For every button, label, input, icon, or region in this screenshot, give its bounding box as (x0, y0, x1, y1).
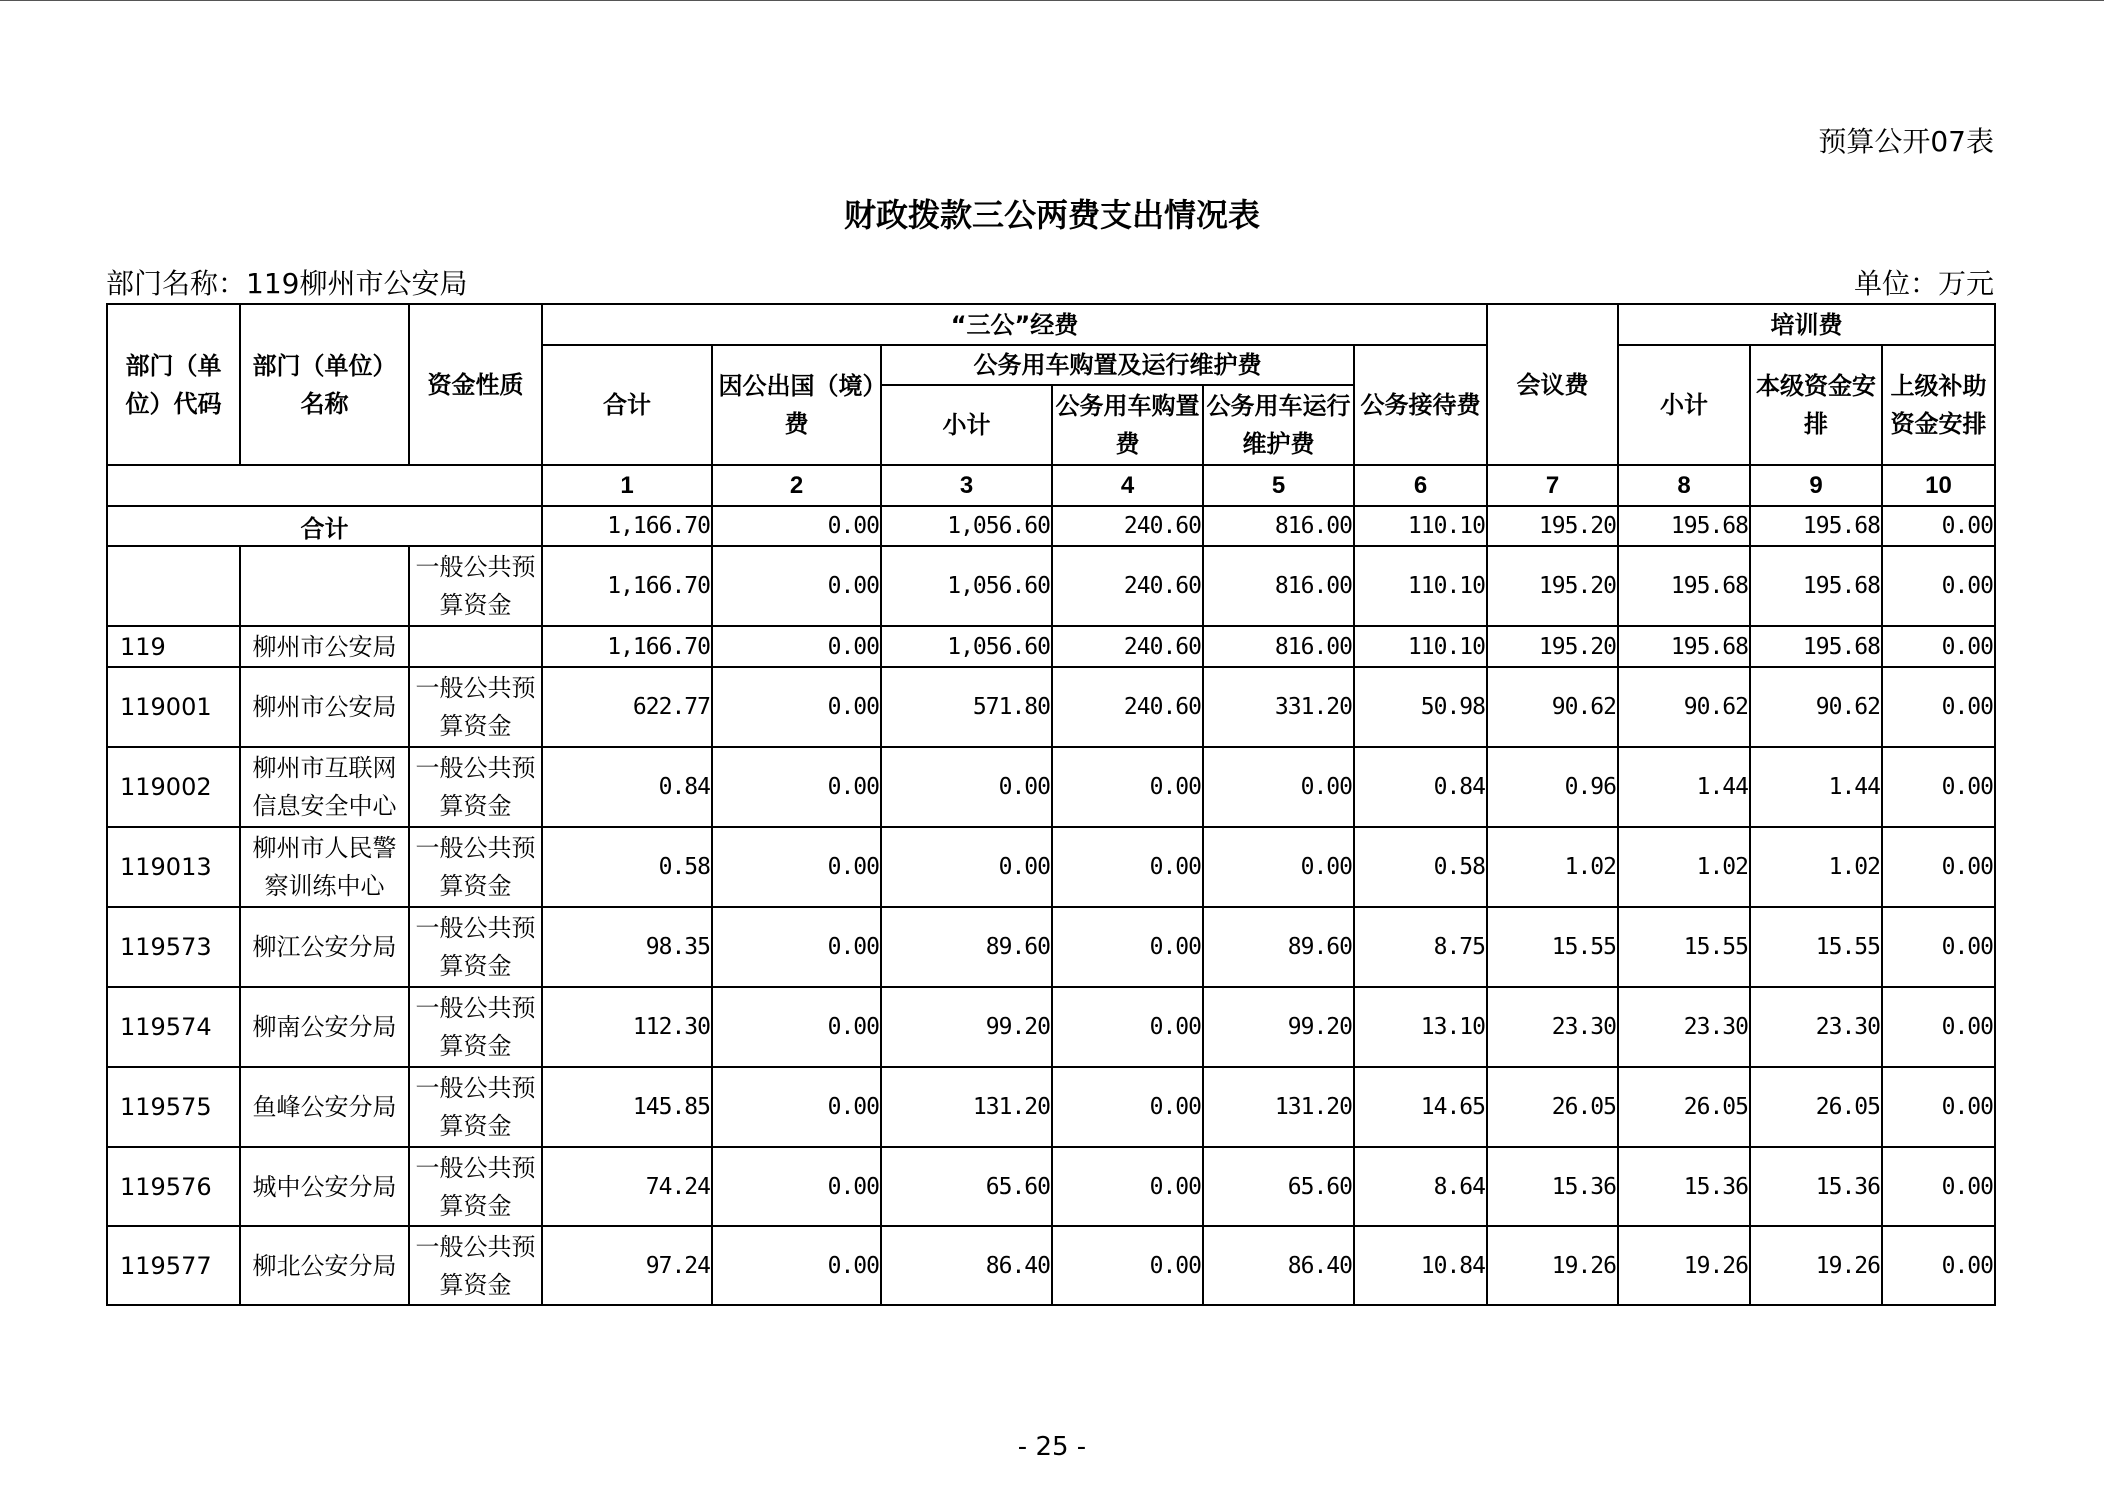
amount-cell: 0.84 (542, 747, 712, 827)
amount-cell: 14.65 (1354, 1067, 1487, 1147)
total-cell: 110.10 (1354, 506, 1487, 546)
amount-cell: 110.10 (1354, 626, 1487, 667)
amount-cell: 0.00 (712, 667, 881, 747)
fund-type-cell: 一般公共预算资金 (409, 546, 542, 626)
amount-cell: 0.00 (712, 987, 881, 1067)
fund-type-cell (409, 626, 542, 667)
amount-cell: 26.05 (1487, 1067, 1618, 1147)
header-train-own: 本级资金安排 (1750, 345, 1882, 465)
column-number: 7 (1487, 465, 1618, 506)
header-train-upper: 上级补助资金安排 (1882, 345, 1995, 465)
amount-cell: 0.58 (1354, 827, 1487, 907)
amount-cell: 195.68 (1618, 626, 1750, 667)
amount-cell: 86.40 (1203, 1226, 1354, 1305)
amount-cell: 131.20 (881, 1067, 1052, 1147)
amount-cell: 816.00 (1203, 546, 1354, 626)
amount-cell: 0.00 (1882, 1147, 1995, 1226)
total-cell: 1,056.60 (881, 506, 1052, 546)
dept-code-cell: 119573 (107, 907, 240, 987)
table-body (107, 506, 1995, 1305)
amount-cell: 89.60 (1203, 907, 1354, 987)
amount-cell: 8.64 (1354, 1147, 1487, 1226)
amount-cell: 0.00 (712, 907, 881, 987)
amount-cell: 90.62 (1750, 667, 1882, 747)
header-meeting: 会议费 (1487, 304, 1618, 465)
amount-cell: 0.00 (1882, 987, 1995, 1067)
amount-cell: 0.00 (881, 827, 1052, 907)
amount-cell: 0.00 (1052, 1226, 1203, 1305)
amount-cell: 240.60 (1052, 546, 1203, 626)
dept-name-cell: 柳江公安分局 (240, 907, 409, 987)
dept-name-cell: 柳州市人民警察训练中心 (240, 827, 409, 907)
amount-cell: 15.36 (1618, 1147, 1750, 1226)
amount-cell: 90.62 (1618, 667, 1750, 747)
table-row (107, 626, 1995, 667)
amount-cell: 0.00 (1052, 827, 1203, 907)
amount-cell: 65.60 (1203, 1147, 1354, 1226)
amount-cell: 98.35 (542, 907, 712, 987)
amount-cell: 1.02 (1618, 827, 1750, 907)
amount-cell: 195.68 (1750, 626, 1882, 667)
amount-cell: 0.00 (1882, 827, 1995, 907)
dept-code-cell: 119574 (107, 987, 240, 1067)
amount-cell: 1,056.60 (881, 626, 1052, 667)
amount-cell: 97.24 (542, 1226, 712, 1305)
header-name: 部门（单位）名称 (240, 304, 409, 465)
column-number: 2 (712, 465, 881, 506)
amount-cell: 1,056.60 (881, 546, 1052, 626)
amount-cell: 8.75 (1354, 907, 1487, 987)
table-row (107, 907, 1995, 987)
dept-name-cell: 柳北公安分局 (240, 1226, 409, 1305)
dept-code-cell: 119576 (107, 1147, 240, 1226)
amount-cell: 99.20 (1203, 987, 1354, 1067)
amount-cell: 26.05 (1618, 1067, 1750, 1147)
column-number-blank (107, 465, 542, 506)
amount-cell: 23.30 (1618, 987, 1750, 1067)
amount-cell: 816.00 (1203, 626, 1354, 667)
header-vehicle: 公务用车购置及运行维护费 (881, 345, 1354, 385)
amount-cell: 23.30 (1487, 987, 1618, 1067)
amount-cell: 0.00 (712, 1147, 881, 1226)
fund-type-cell: 一般公共预算资金 (409, 747, 542, 827)
total-cell: 0.00 (712, 506, 881, 546)
table-row (107, 546, 1995, 626)
dept-code-cell: 119002 (107, 747, 240, 827)
dept-name-cell (240, 546, 409, 626)
page-title: 财政拨款三公两费支出情况表 (843, 196, 1260, 234)
department-label: 部门名称：119柳州市公安局 (106, 267, 468, 300)
dept-name-cell: 柳州市公安局 (240, 667, 409, 747)
fund-type-cell: 一般公共预算资金 (409, 1147, 542, 1226)
amount-cell: 0.00 (1882, 907, 1995, 987)
dept-name-cell: 柳州市互联网信息安全中心 (240, 747, 409, 827)
amount-cell: 1,166.70 (542, 546, 712, 626)
dept-name-cell: 城中公安分局 (240, 1147, 409, 1226)
total-cell: 240.60 (1052, 506, 1203, 546)
amount-cell: 19.26 (1750, 1226, 1882, 1305)
header-train-subtotal: 小计 (1618, 345, 1750, 465)
amount-cell: 0.58 (542, 827, 712, 907)
amount-cell: 112.30 (542, 987, 712, 1067)
amount-cell: 0.00 (1882, 1226, 1995, 1305)
header-reception: 公务接待费 (1354, 345, 1487, 465)
table-row (107, 1226, 1995, 1305)
amount-cell: 0.00 (1052, 1067, 1203, 1147)
header-total: 合计 (542, 345, 712, 465)
dept-name-cell: 鱼峰公安分局 (240, 1067, 409, 1147)
column-number-row (107, 465, 1995, 506)
header-abroad: 因公出国（境）费 (712, 345, 881, 465)
amount-cell: 0.00 (1052, 1147, 1203, 1226)
amount-cell: 65.60 (881, 1147, 1052, 1226)
fund-type-cell: 一般公共预算资金 (409, 1226, 542, 1305)
amount-cell: 19.26 (1618, 1226, 1750, 1305)
amount-cell: 571.80 (881, 667, 1052, 747)
header-fund: 资金性质 (409, 304, 542, 465)
amount-cell: 0.00 (1882, 667, 1995, 747)
column-number: 8 (1618, 465, 1750, 506)
amount-cell: 195.20 (1487, 546, 1618, 626)
amount-cell: 240.60 (1052, 626, 1203, 667)
amount-cell: 0.00 (1882, 747, 1995, 827)
column-number: 4 (1052, 465, 1203, 506)
amount-cell: 195.68 (1750, 546, 1882, 626)
amount-cell: 331.20 (1203, 667, 1354, 747)
amount-cell: 110.10 (1354, 546, 1487, 626)
amount-cell: 0.96 (1487, 747, 1618, 827)
unit-label: 单位：万元 (1853, 267, 1994, 300)
amount-cell: 15.36 (1487, 1147, 1618, 1226)
column-number: 9 (1750, 465, 1882, 506)
column-number: 1 (542, 465, 712, 506)
amount-cell: 0.84 (1354, 747, 1487, 827)
amount-cell: 0.00 (712, 546, 881, 626)
amount-cell: 0.00 (1052, 987, 1203, 1067)
column-number: 5 (1203, 465, 1354, 506)
table-row (107, 987, 1995, 1067)
header-training: 培训费 (1618, 304, 1995, 345)
dept-name-cell: 柳州市公安局 (240, 626, 409, 667)
header-sangong: “三公”经费 (542, 304, 1487, 345)
amount-cell: 0.00 (712, 827, 881, 907)
amount-cell: 15.55 (1487, 907, 1618, 987)
dept-code-cell: 119 (107, 626, 240, 667)
total-cell: 816.00 (1203, 506, 1354, 546)
amount-cell: 13.10 (1354, 987, 1487, 1067)
amount-cell: 0.00 (712, 1067, 881, 1147)
amount-cell: 0.00 (1882, 546, 1995, 626)
amount-cell: 195.20 (1487, 626, 1618, 667)
amount-cell: 15.55 (1750, 907, 1882, 987)
table-row (107, 667, 1995, 747)
amount-cell: 240.60 (1052, 667, 1203, 747)
table-row (107, 1067, 1995, 1147)
amount-cell: 0.00 (1203, 747, 1354, 827)
header-code: 部门（单位）代码 (107, 304, 240, 465)
dept-code-cell: 119577 (107, 1226, 240, 1305)
total-cell: 195.68 (1750, 506, 1882, 546)
amount-cell: 86.40 (881, 1226, 1052, 1305)
top-border-line (0, 0, 2104, 1)
header-vehicle-running: 公务用车运行维护费 (1203, 385, 1354, 465)
table-row (107, 827, 1995, 907)
page-number: - 25 - (1017, 1432, 1087, 1462)
amount-cell: 26.05 (1750, 1067, 1882, 1147)
amount-cell: 0.00 (1052, 747, 1203, 827)
amount-cell: 622.77 (542, 667, 712, 747)
fund-type-cell: 一般公共预算资金 (409, 1067, 542, 1147)
total-cell: 195.20 (1487, 506, 1618, 546)
amount-cell: 19.26 (1487, 1226, 1618, 1305)
table-row (107, 747, 1995, 827)
amount-cell: 0.00 (1882, 1067, 1995, 1147)
amount-cell: 0.00 (1203, 827, 1354, 907)
header-vehicle-subtotal: 小计 (881, 385, 1052, 465)
budget-table (106, 303, 1996, 1306)
total-row (107, 506, 1995, 546)
amount-cell: 90.62 (1487, 667, 1618, 747)
fund-type-cell: 一般公共预算资金 (409, 987, 542, 1067)
form-number: 预算公开07表 (1818, 125, 1994, 158)
amount-cell: 0.00 (712, 626, 881, 667)
fund-type-cell: 一般公共预算资金 (409, 667, 542, 747)
total-cell: 1,166.70 (542, 506, 712, 546)
amount-cell: 0.00 (712, 1226, 881, 1305)
fund-type-cell: 一般公共预算资金 (409, 907, 542, 987)
dept-name-cell: 柳南公安分局 (240, 987, 409, 1067)
total-cell: 0.00 (1882, 506, 1995, 546)
amount-cell: 89.60 (881, 907, 1052, 987)
amount-cell: 1.44 (1618, 747, 1750, 827)
amount-cell: 145.85 (542, 1067, 712, 1147)
total-label: 合计 (107, 506, 542, 546)
amount-cell: 15.55 (1618, 907, 1750, 987)
amount-cell: 99.20 (881, 987, 1052, 1067)
amount-cell: 1.02 (1487, 827, 1618, 907)
total-cell: 195.68 (1618, 506, 1750, 546)
fund-type-cell: 一般公共预算资金 (409, 827, 542, 907)
amount-cell: 195.68 (1618, 546, 1750, 626)
dept-code-cell: 119001 (107, 667, 240, 747)
table-row (107, 1147, 1995, 1226)
column-number: 3 (881, 465, 1052, 506)
amount-cell: 0.00 (1052, 907, 1203, 987)
amount-cell: 1.02 (1750, 827, 1882, 907)
dept-code-cell: 119575 (107, 1067, 240, 1147)
amount-cell: 15.36 (1750, 1147, 1882, 1226)
amount-cell: 1.44 (1750, 747, 1882, 827)
amount-cell: 10.84 (1354, 1226, 1487, 1305)
column-number: 10 (1882, 465, 1995, 506)
amount-cell: 1,166.70 (542, 626, 712, 667)
amount-cell: 131.20 (1203, 1067, 1354, 1147)
amount-cell: 0.00 (881, 747, 1052, 827)
amount-cell: 0.00 (712, 747, 881, 827)
amount-cell: 50.98 (1354, 667, 1487, 747)
amount-cell: 23.30 (1750, 987, 1882, 1067)
amount-cell: 74.24 (542, 1147, 712, 1226)
amount-cell: 0.00 (1882, 626, 1995, 667)
column-number: 6 (1354, 465, 1487, 506)
dept-code-cell: 119013 (107, 827, 240, 907)
dept-code-cell (107, 546, 240, 626)
header-vehicle-purchase: 公务用车购置费 (1052, 385, 1203, 465)
